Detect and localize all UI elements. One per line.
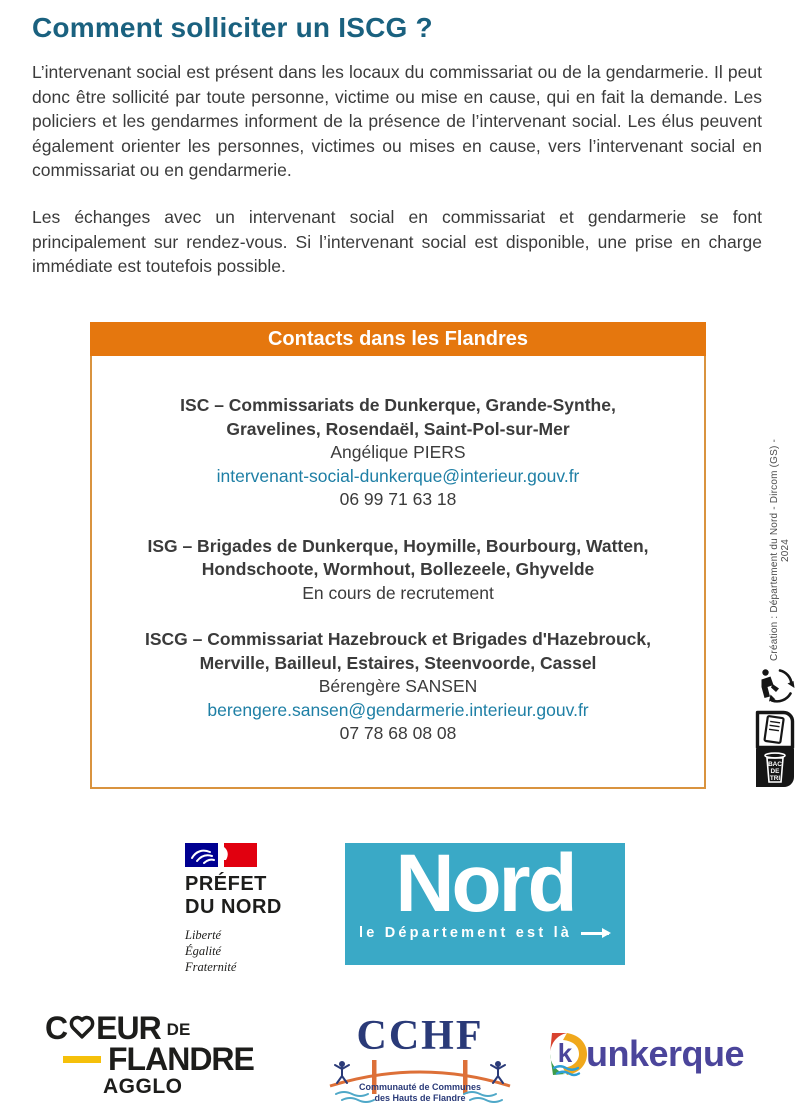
coeur-de-flandre-logo: [45, 1012, 254, 1098]
bin-label-line3: TRI: [769, 775, 781, 782]
contacts-box-body: [92, 356, 704, 746]
coeur-eur: EUR: [96, 1010, 161, 1046]
dunkerque-word: unkerque: [586, 1033, 745, 1074]
yellow-dash-icon: [63, 1056, 101, 1063]
motto-fraternite: Fraternité: [185, 960, 237, 974]
motto-egalite: Égalité: [185, 944, 222, 958]
dunkerque-k: k: [557, 1038, 573, 1068]
email-link-isc[interactable]: intervenant-social-dunkerque@interieur.gouv.fr: [216, 465, 580, 486]
contact-entry-iscg: [92, 628, 704, 746]
contact-title: ISCG – Commissariat Hazebrouck et Brigades d'Hazebrouck, Merville, Bailleul, Estaires, Steenvoorde, Cassel: [145, 629, 651, 673]
nord-departement-logo: [345, 838, 625, 965]
contact-entry-isc: [92, 394, 704, 512]
contacts-box-header: Contacts dans les Flandres: [90, 322, 706, 356]
contact-phone: 06 99 71 63 18: [339, 489, 457, 509]
coeur-de: DE: [166, 1020, 191, 1039]
intro-text: [32, 60, 762, 301]
french-flag-icon: [185, 843, 257, 867]
dunkerque-logo: [542, 1028, 744, 1080]
bac-de-tri-icon: [753, 708, 797, 795]
cchf-bridge-icon: [328, 1052, 512, 1106]
cchf-acronym: CCHF: [356, 1013, 484, 1059]
paragraph-2: Les échanges avec un intervenant social en commissariat et gendarmerie se font principalement sur rendez-vous. Si l’intervenant social est disponible, une prise en charge immédiate est toutefois possible.: [32, 206, 762, 277]
prefet-line2: DU NORD: [185, 896, 282, 918]
cchf-subline1: Communauté de Communes: [358, 1082, 482, 1092]
coeur-c: C: [45, 1010, 68, 1046]
email-link-iscg[interactable]: berengere.sansen@gendarmerie.interieur.gouv.fr: [207, 699, 589, 720]
contact-phone: 07 78 68 08 08: [339, 723, 457, 743]
contacts-box: [90, 322, 706, 789]
contact-entry-isg: [92, 535, 704, 606]
prefet-du-nord-logo: [185, 843, 315, 975]
arrow-right-icon: [581, 932, 609, 935]
credit-line: Création : Département du Nord - Dircom (GS) - 2024: [769, 438, 791, 662]
nord-logo-word: Nord: [395, 838, 575, 929]
contact-title: ISG – Brigades de Dunkerque, Hoymille, Bourbourg, Watten, Hondschoote, Wormhout, Bollezeele, Ghyvelde: [147, 535, 649, 579]
coeur-agglo: AGGLO: [103, 1075, 183, 1098]
bin-label-line2: DE: [770, 768, 780, 775]
contact-status: En cours de recrutement: [302, 582, 494, 603]
cchf-subline2: des Hauts de Flandre: [374, 1093, 466, 1103]
contact-person: Bérengère SANSEN: [318, 676, 478, 696]
heart-icon: [68, 1014, 96, 1040]
paragraph-1: L’intervenant social est présent dans les locaux du commissariat ou de la gendarmerie. Il peut donc être sollicité par toute personne, victime ou mise en cause, qui en fait la demande. Les policiers et les gendarmes informent de la présence de l’intervenant social. Les élus peuvent également orienter les personnes, victimes ou mises en cause, vers l’intervenant social en commissariat ou en gendarmerie.: [32, 62, 762, 181]
triman-recycling-icon: [756, 665, 796, 710]
prefet-motto: [185, 927, 315, 975]
cchf-logo: [328, 1013, 512, 1106]
coeur-flandre-word: FLANDRE: [108, 1041, 254, 1077]
contact-person: Angélique PIERS: [330, 442, 466, 462]
prefet-line1: PRÉFET: [185, 873, 267, 895]
nord-logo-tagline: le Département est là: [359, 925, 573, 941]
page-title: Comment solliciter un ISCG ?: [32, 12, 433, 43]
motto-liberte: Liberté: [185, 928, 222, 942]
bin-label-line1: BAC: [768, 761, 782, 768]
dunkerque-d-icon: [542, 1028, 590, 1080]
contact-title: ISC – Commissariats de Dunkerque, Grande-Synthe, Gravelines, Rosendaël, Saint-Pol-sur-Mer: [180, 395, 616, 439]
